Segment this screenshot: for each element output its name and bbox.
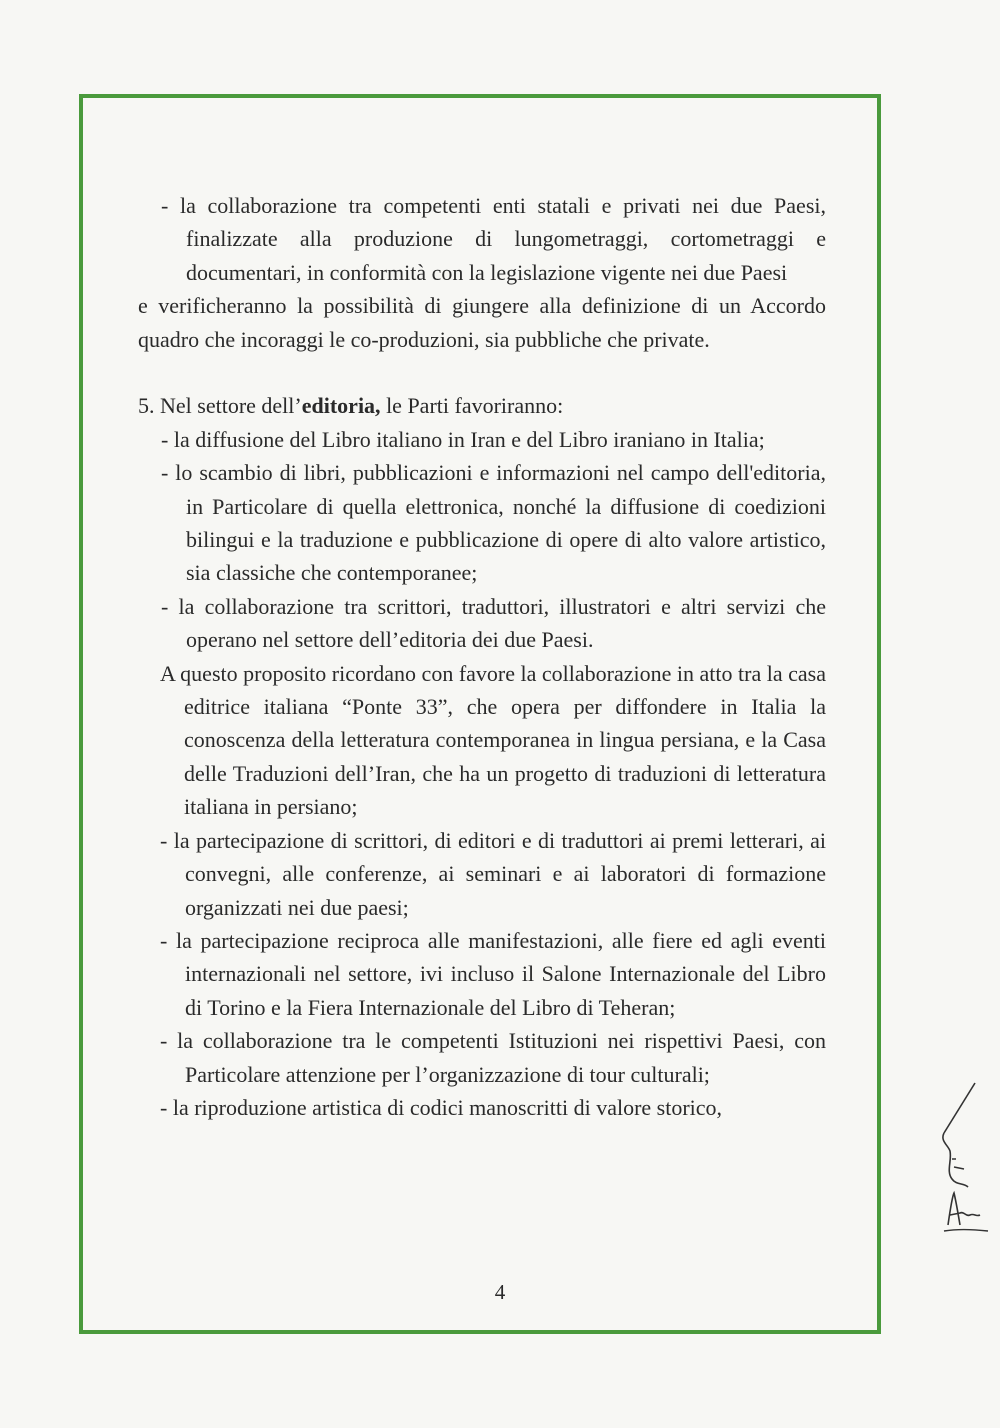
- list-item: - la diffusione del Libro italiano in Iran e del Libro iraniano in Italia;: [161, 426, 765, 452]
- list-item: - la partecipazione di scrittori, di editori e di traduttori ai premi letterari, ai convegni, alle conferenze, ai seminari e ai laboratori di formazione organizzati nei due paesi;: [160, 827, 826, 920]
- signature-initials: [930, 1075, 990, 1245]
- section-5-keyword: editoria,: [301, 393, 381, 419]
- spacer: [138, 356, 826, 389]
- section-5-heading-rest: le Parti favoriranno:: [380, 393, 564, 419]
- section-5-paragraph: A questo proposito ricordano con favore la collaborazione in atto tra la casa editrice italiana “Ponte 33”, che opera per diffondere in Italia la conoscenza della letteratura contemporanea in lingua persiana, e la Casa delle Traduzioni dell’Iran, che ha un progetto di traduzioni di letteratura italiana in persiano;: [160, 660, 826, 820]
- list-item: - la riproduzione artistica di codici manoscritti di valore storico,: [160, 1094, 723, 1120]
- page-number: 4: [494, 1280, 506, 1304]
- list-item: - la collaborazione tra le competenti Istituzioni nei rispettivi Paesi, con Particolare attenzione per l’organizzazione di tour culturali;: [160, 1028, 826, 1087]
- section-5-number: 5. Nel settore dell’: [138, 393, 302, 419]
- section-4-bullet: - la collaborazione tra competenti enti statali e privati nei due Paesi, finalizzate alla produzione di lungometraggi, cortometraggi e documentari, in conformità con la legislazione vigente nei due Paesi: [161, 193, 826, 285]
- list-item: - la collaborazione tra scrittori, traduttori, illustratori e altri servizi che operano nel settore dell’editoria dei due Paesi.: [161, 593, 826, 653]
- section-4-continuation: e verificheranno la possibilità di giungere alla definizione di un Accordo quadro che incoraggi le co-produzioni, sia pubbliche che private.: [138, 293, 826, 352]
- document-body: [138, 189, 826, 1124]
- list-item: - lo scambio di libri, pubblicazioni e informazioni nel campo dell'editoria, in Particolare di quella elettronica, nonché la diffusione di coedizioni bilingui e la traduzione e pubblicazione di opere di alto valore artistico, sia classiche che contemporanee;: [161, 460, 826, 586]
- list-item: - la partecipazione reciproca alle manifestazioni, alle fiere ed agli eventi internazionali nel settore, ivi incluso il Salone Internazionale del Libro di Torino e la Fiera Internazionale del Libro di Teheran;: [160, 927, 826, 1020]
- section-5-heading: [138, 389, 826, 422]
